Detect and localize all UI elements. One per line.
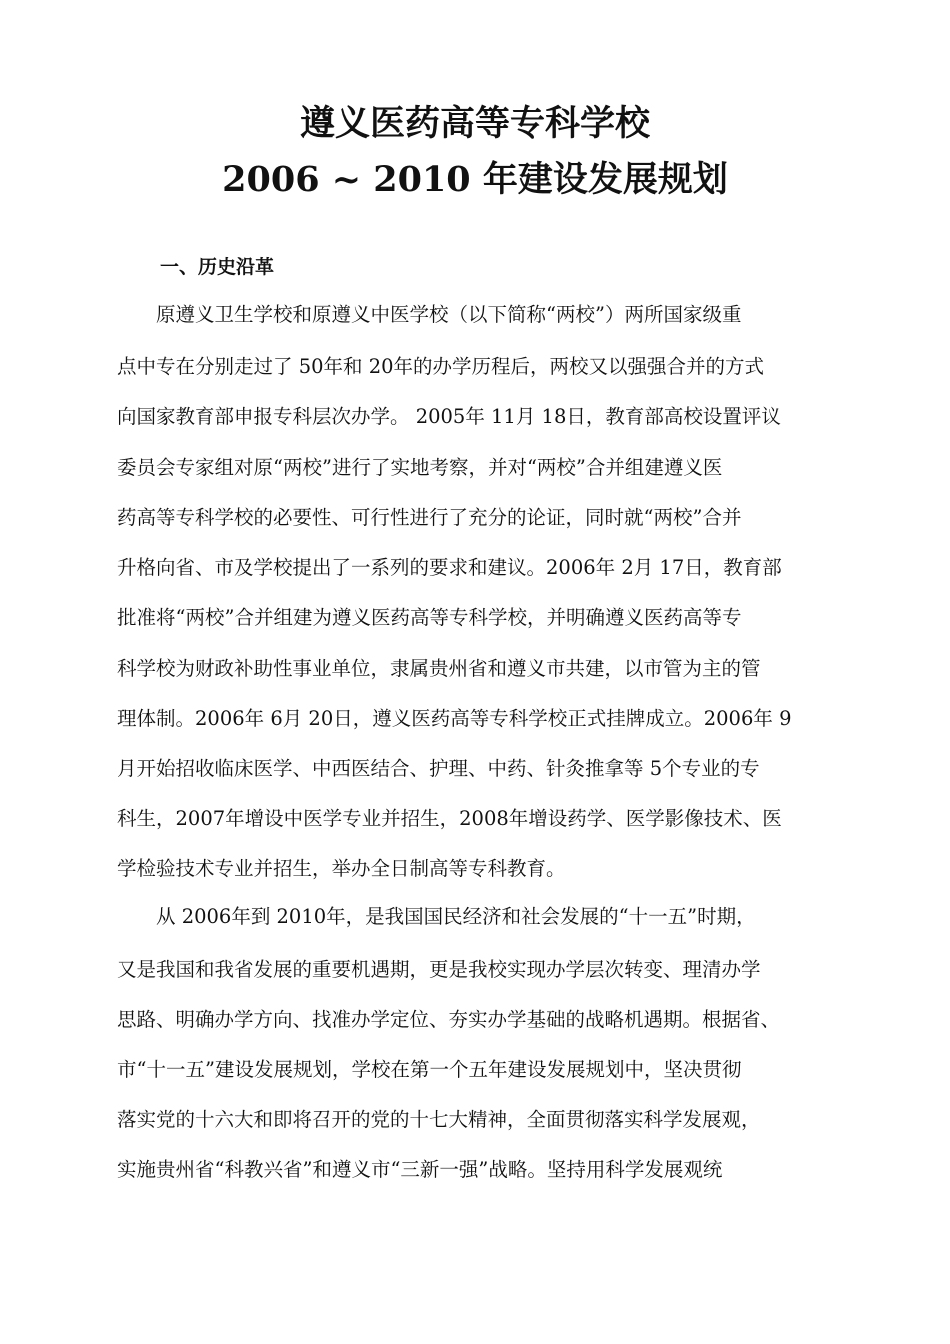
paragraph-line: 月开始招收临床医学、中西医结合、护理、中药、针灸推拿等 5个专业的专 <box>117 757 760 780</box>
paragraph-line: 学检验技术专业并招生，举办全日制高等专科教育。 <box>117 857 566 880</box>
paragraph-line: 科生，2007年增设中医学专业并招生，2008年增设药学、医学影像技术、医 <box>117 807 782 830</box>
paragraph-line: 理体制。2006年 6月 20日，遵义医药高等专科学校正式挂牌成立。2006年 9 <box>117 707 792 730</box>
paragraph-line: 原遵义卫生学校和原遵义中医学校（以下简称“两校”）两所国家级重 <box>117 303 742 326</box>
paragraph-line: 从 2006年到 2010年，是我国国民经济和社会发展的“十一五”时期， <box>117 905 756 928</box>
paragraph-line: 向国家教育部申报专科层次办学。 2005年 11月 18日，教育部高校设置评议 <box>117 405 781 428</box>
document-title-line-2: 2006 ~ 2010 年建设发展规划 <box>222 159 728 200</box>
paragraph-line: 科学校为财政补助性事业单位，隶属贵州省和遵义市共建，以市管为主的管 <box>117 657 761 680</box>
paragraph-line: 落实党的十六大和即将召开的党的十七大精神，全面贯彻落实科学发展观， <box>117 1108 761 1131</box>
paragraph-line: 思路、明确办学方向、找准办学定位、夯实办学基础的战略机遇期。根据省、 <box>117 1008 781 1031</box>
document-title-line-1: 遵义医药高等专科学校 <box>299 103 650 144</box>
section-heading-history: 一、历史沿革 <box>160 256 275 278</box>
paragraph-line: 升格向省、市及学校提出了一系列的要求和建议。2006年 2月 17日，教育部 <box>117 556 782 579</box>
paragraph-line: 药高等专科学校的必要性、可行性进行了充分的论证，同时就“两校”合并 <box>117 506 742 529</box>
paragraph-line: 实施贵州省“科教兴省”和遵义市“三新一强”战略。坚持用科学发展观统 <box>117 1158 723 1181</box>
paragraph-line: 又是我国和我省发展的重要机遇期，更是我校实现办学层次转变、理清办学 <box>117 958 761 981</box>
paragraph-line: 委员会专家组对原“两校”进行了实地考察，并对“两校”合并组建遵义医 <box>117 456 723 479</box>
paragraph-line: 批准将“两校”合并组建为遵义医药高等专科学校，并明确遵义医药高等专 <box>117 606 742 629</box>
paragraph-line: 点中专在分别走过了 50年和 20年的办学历程后，两校又以强强合并的方式 <box>117 355 765 378</box>
paragraph-line: 市“十一五”建设发展规划，学校在第一个五年建设发展规划中，坚决贯彻 <box>117 1058 742 1081</box>
